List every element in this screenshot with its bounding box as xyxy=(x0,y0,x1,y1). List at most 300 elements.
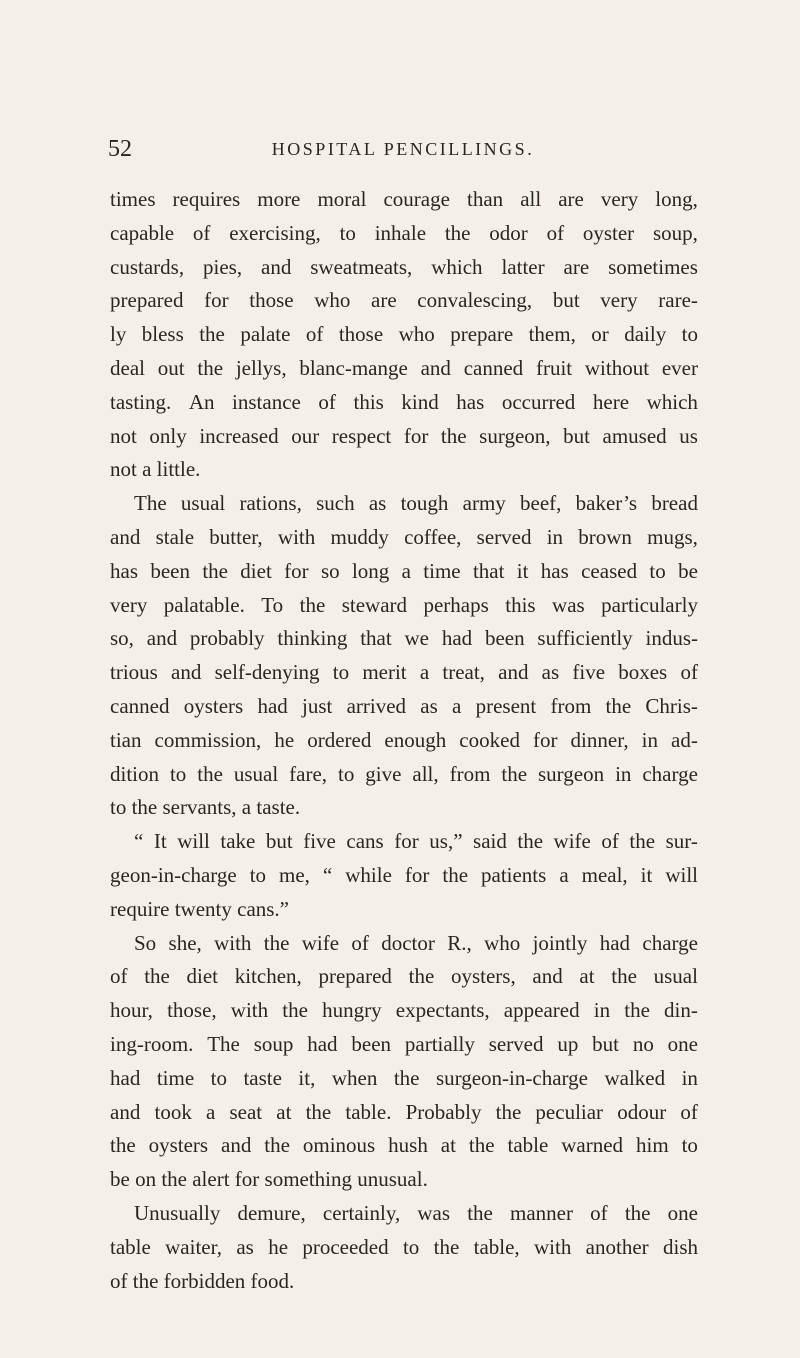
word: latter xyxy=(501,254,545,279)
word: the xyxy=(197,355,224,380)
word: it, xyxy=(298,1065,316,1090)
word: table xyxy=(507,1133,549,1158)
word: give xyxy=(365,761,402,786)
word: bless xyxy=(141,322,184,347)
word: and xyxy=(532,964,563,989)
word: the xyxy=(444,220,471,245)
word: five xyxy=(303,829,336,854)
word: fare, xyxy=(289,761,328,786)
word: been xyxy=(150,558,190,583)
word: but xyxy=(552,288,580,313)
word: charge xyxy=(642,930,698,955)
word: the xyxy=(495,1099,522,1124)
word: ing-room. xyxy=(110,1031,194,1056)
word: been xyxy=(351,1031,392,1056)
word: from xyxy=(449,761,491,786)
word: dish xyxy=(662,1234,698,1259)
word: of xyxy=(318,389,336,414)
word: me, xyxy=(279,862,310,887)
word: expectants, xyxy=(395,998,490,1023)
word: ever xyxy=(661,355,698,380)
word: of xyxy=(192,220,211,245)
word: of xyxy=(590,1200,608,1225)
word: are xyxy=(558,187,584,211)
word: The xyxy=(134,491,167,516)
text-line xyxy=(110,1028,698,1062)
word: which xyxy=(646,389,698,414)
text-line: not a little. xyxy=(110,457,201,482)
word: very xyxy=(110,592,148,617)
word: who xyxy=(484,930,521,955)
text-line xyxy=(110,960,698,994)
page-number: 52 xyxy=(108,136,132,162)
word: up xyxy=(557,1031,579,1056)
word: had xyxy=(257,693,288,718)
word: been xyxy=(484,626,525,651)
word: to xyxy=(681,1133,698,1158)
word: very xyxy=(600,187,639,211)
word: while xyxy=(345,862,392,887)
word: for xyxy=(284,558,309,583)
word: so, xyxy=(110,626,134,651)
word: long xyxy=(351,558,390,583)
word: kind xyxy=(401,389,439,414)
word: and xyxy=(110,1099,141,1124)
word: without xyxy=(584,355,650,380)
word: the xyxy=(501,761,528,786)
word: for xyxy=(404,862,430,887)
word: steward xyxy=(341,592,408,617)
word: surgeon, xyxy=(479,423,551,448)
word: and xyxy=(498,660,529,685)
word: army xyxy=(462,491,506,516)
word: of xyxy=(680,660,698,685)
word: ordered xyxy=(307,727,372,752)
word: indus- xyxy=(645,626,698,651)
word: the xyxy=(305,1099,332,1124)
word: usual xyxy=(233,761,279,786)
word: served xyxy=(488,1031,544,1056)
text-line xyxy=(110,622,698,656)
word: to xyxy=(681,322,698,347)
word: rare- xyxy=(658,288,698,313)
word: muddy xyxy=(330,524,389,549)
word: another xyxy=(585,1234,649,1259)
word: stale xyxy=(155,524,195,549)
word: ly xyxy=(110,322,127,347)
text-line: require twenty cans.” xyxy=(110,896,290,921)
word: custards, xyxy=(110,254,185,279)
word: our xyxy=(291,423,320,448)
word: the xyxy=(197,761,223,786)
word: surgeon-in-charge xyxy=(435,1065,588,1090)
word: canned xyxy=(110,693,170,718)
word: said xyxy=(473,829,507,854)
word: the xyxy=(263,930,290,955)
word: took xyxy=(154,1099,192,1124)
word: the xyxy=(202,558,228,583)
word: tasting. xyxy=(110,389,172,414)
word: as xyxy=(420,693,438,718)
word: bread xyxy=(651,491,698,516)
word: respect xyxy=(331,423,392,448)
word: table xyxy=(110,1234,151,1259)
word: in xyxy=(615,761,632,786)
word: instance xyxy=(232,389,301,414)
word: prepare xyxy=(450,322,514,347)
word: so xyxy=(320,558,340,583)
word: waiter, xyxy=(165,1234,223,1259)
word: the xyxy=(440,423,467,448)
text-line xyxy=(110,758,698,792)
word: Chris- xyxy=(645,693,698,718)
text-line xyxy=(110,927,698,961)
word: has xyxy=(540,558,569,583)
word: patients xyxy=(481,862,547,887)
word: meal, xyxy=(581,862,628,887)
word: of xyxy=(546,220,565,245)
word: increased xyxy=(199,423,279,448)
word: diet xyxy=(240,558,272,583)
word: to xyxy=(339,220,356,245)
word: in xyxy=(641,727,658,752)
word: with xyxy=(214,930,252,955)
word: a xyxy=(559,862,569,887)
word: in xyxy=(681,1065,698,1090)
word: table. xyxy=(345,1099,392,1124)
word: the xyxy=(144,964,170,989)
text-line xyxy=(110,589,698,623)
text-line xyxy=(110,656,698,690)
word: in xyxy=(593,998,611,1023)
text-line xyxy=(110,251,698,285)
word: here xyxy=(592,389,630,414)
word: hush xyxy=(388,1133,428,1158)
word: to xyxy=(332,660,350,685)
word: probably xyxy=(189,626,265,651)
word: the xyxy=(624,1200,651,1225)
word: was xyxy=(552,592,585,617)
word: be xyxy=(678,558,698,583)
word: manner xyxy=(510,1200,574,1225)
text-line xyxy=(110,859,698,893)
word: no xyxy=(632,1031,654,1056)
word: he xyxy=(268,1234,289,1259)
word: only xyxy=(149,423,187,448)
word: a xyxy=(205,1099,216,1124)
word: those xyxy=(249,288,294,313)
word: arrived xyxy=(346,693,407,718)
word: merit xyxy=(362,660,407,685)
word: the xyxy=(629,829,656,854)
word: courage xyxy=(383,187,450,211)
word: the xyxy=(468,1133,495,1158)
word: doctor xyxy=(381,930,435,955)
word: had xyxy=(441,626,473,651)
word: those xyxy=(338,322,384,347)
word: soup xyxy=(253,1031,294,1056)
word: which xyxy=(431,254,483,279)
word: long, xyxy=(655,187,698,211)
word: brown xyxy=(578,524,632,549)
word: as xyxy=(541,660,560,685)
word: sur- xyxy=(665,829,698,854)
word: odour xyxy=(617,1099,667,1124)
word: pies, xyxy=(203,254,243,279)
text-line xyxy=(110,487,698,521)
word: convalescing, xyxy=(417,288,533,313)
word: proceeded xyxy=(302,1234,389,1259)
text-line xyxy=(110,420,698,454)
word: trious xyxy=(110,660,158,685)
text-line xyxy=(110,284,698,318)
word: capable xyxy=(110,220,175,245)
running-head: HOSPITAL PENCILLINGS. xyxy=(271,139,535,159)
word: canned xyxy=(463,355,524,380)
word: those, xyxy=(167,998,217,1023)
word: boxes xyxy=(618,660,668,685)
word: to xyxy=(249,862,267,887)
word: moral xyxy=(317,187,367,211)
word: prepared xyxy=(110,288,184,313)
word: table, xyxy=(473,1234,520,1259)
word: amused xyxy=(602,423,667,448)
word: the xyxy=(433,1234,460,1259)
text-line: of the forbidden food. xyxy=(110,1268,295,1293)
word: or xyxy=(591,322,609,347)
word: has xyxy=(110,558,138,583)
word: to xyxy=(649,558,666,583)
word: from xyxy=(550,693,592,718)
word: of xyxy=(601,829,619,854)
word: the xyxy=(299,592,326,617)
word: all, xyxy=(412,761,439,786)
word: are xyxy=(371,288,397,313)
word: soup, xyxy=(652,220,698,245)
word: to xyxy=(402,1234,420,1259)
word: we xyxy=(404,626,429,651)
word: enough xyxy=(384,727,447,752)
word: more xyxy=(257,187,301,211)
word: and xyxy=(420,355,451,380)
text-line: be on the alert for something unusual. xyxy=(110,1167,428,1192)
word: It xyxy=(153,829,167,854)
word: din- xyxy=(664,998,698,1023)
word: wife xyxy=(553,829,591,854)
word: So xyxy=(134,930,157,955)
word: that xyxy=(360,626,392,651)
word: The xyxy=(207,1031,240,1056)
word: odor xyxy=(489,220,528,245)
word: hungry xyxy=(322,998,382,1023)
text-line xyxy=(110,183,698,217)
word: times xyxy=(110,187,156,211)
text-line xyxy=(110,1129,698,1163)
word: seat xyxy=(229,1099,263,1124)
word: ceased xyxy=(581,558,638,583)
word: warned xyxy=(561,1133,624,1158)
word: jellys, xyxy=(235,355,287,380)
word: had xyxy=(307,1031,338,1056)
word: sometimes xyxy=(608,254,698,279)
word: but xyxy=(265,829,293,854)
word: one xyxy=(667,1200,698,1225)
word: of xyxy=(680,1099,698,1124)
word: wife xyxy=(301,930,340,955)
word: rations, xyxy=(239,491,302,516)
word: for xyxy=(204,288,229,313)
word: dinner, xyxy=(570,727,629,752)
word: the xyxy=(408,964,435,989)
word: and xyxy=(221,1133,252,1158)
word: blanc-mange xyxy=(299,355,408,380)
text-line xyxy=(110,825,698,859)
text-line xyxy=(110,318,698,352)
word: when xyxy=(331,1065,378,1090)
word: but xyxy=(563,423,590,448)
word: with xyxy=(534,1234,572,1259)
word: the xyxy=(393,1065,420,1090)
word: taste xyxy=(243,1065,282,1090)
word: at xyxy=(276,1099,292,1124)
word: us xyxy=(679,423,698,448)
word: jointly xyxy=(532,930,588,955)
word: diet xyxy=(186,964,219,989)
text-line xyxy=(110,1096,698,1130)
word: the xyxy=(264,1133,290,1158)
word: of xyxy=(351,930,369,955)
word: such xyxy=(316,491,355,516)
word: geon-in-charge xyxy=(110,862,237,887)
word: peculiar xyxy=(535,1099,604,1124)
word: a xyxy=(452,693,462,718)
word: mugs, xyxy=(647,524,698,549)
word: thinking xyxy=(277,626,348,651)
word: butter, xyxy=(209,524,263,549)
text-line xyxy=(110,386,698,420)
word: inhale xyxy=(374,220,427,245)
word: the xyxy=(199,322,225,347)
word: as xyxy=(236,1234,254,1259)
word: a xyxy=(401,558,411,583)
text-line xyxy=(110,1231,698,1265)
word: fruit xyxy=(535,355,573,380)
word: particularly xyxy=(601,592,698,617)
word: us,” xyxy=(429,829,463,854)
word: for xyxy=(394,829,419,854)
word: this xyxy=(353,389,384,414)
word: oysters, xyxy=(450,964,516,989)
body-text xyxy=(110,183,698,1298)
word: prepared xyxy=(318,964,392,989)
word: all xyxy=(520,187,542,211)
word: the xyxy=(611,964,637,989)
text-line: to the servants, a taste. xyxy=(110,795,301,820)
word: five xyxy=(572,660,606,685)
word: and xyxy=(171,660,202,685)
word: time xyxy=(156,1065,195,1090)
word: of xyxy=(110,964,128,989)
word: kitchen, xyxy=(234,964,302,989)
word: oysters xyxy=(183,693,244,718)
word: charge xyxy=(642,761,698,786)
text-line xyxy=(110,352,698,386)
word: them, xyxy=(528,322,576,347)
word: to xyxy=(169,761,187,786)
word: than xyxy=(466,187,504,211)
word: of xyxy=(305,322,324,347)
page-header xyxy=(108,134,698,164)
word: hour, xyxy=(110,998,153,1023)
word: to xyxy=(338,761,355,786)
word: perhaps xyxy=(423,592,489,617)
word: tough xyxy=(400,491,449,516)
word: “ xyxy=(322,862,333,887)
word: not xyxy=(110,423,137,448)
word: had xyxy=(110,1065,141,1090)
word: sufficiently xyxy=(537,626,633,651)
word: as xyxy=(368,491,387,516)
word: at xyxy=(440,1133,456,1158)
word: tian xyxy=(110,727,142,752)
word: a xyxy=(419,660,430,685)
word: it xyxy=(516,558,529,583)
word: ad- xyxy=(671,727,698,752)
word: take xyxy=(220,829,256,854)
word: appeared xyxy=(503,998,580,1023)
text-line xyxy=(110,690,698,724)
word: treat, xyxy=(442,660,485,685)
word: coffee, xyxy=(404,524,462,549)
word: was xyxy=(417,1200,451,1225)
word: he xyxy=(274,727,295,752)
word: R., xyxy=(447,930,472,955)
text-line xyxy=(110,555,698,589)
word: surgeon xyxy=(538,761,605,786)
word: daily xyxy=(624,322,667,347)
word: baker’s xyxy=(575,491,638,516)
text-line xyxy=(110,217,698,251)
word: oysters xyxy=(148,1133,209,1158)
word: who xyxy=(314,288,351,313)
word: partially xyxy=(404,1031,475,1056)
word: will xyxy=(665,862,698,887)
word: time xyxy=(423,558,461,583)
text-line xyxy=(110,521,698,555)
word: in xyxy=(546,524,564,549)
word: self-denying xyxy=(214,660,320,685)
word: with xyxy=(230,998,269,1023)
word: who xyxy=(398,322,435,347)
word: served xyxy=(476,524,532,549)
word: she, xyxy=(168,930,202,955)
text-line xyxy=(110,724,698,758)
word: it xyxy=(640,862,653,887)
word: this xyxy=(505,592,536,617)
word: commission, xyxy=(154,727,262,752)
word: very xyxy=(600,288,638,313)
word: and xyxy=(261,254,292,279)
word: cans xyxy=(346,829,384,854)
word: him xyxy=(635,1133,669,1158)
word: the xyxy=(624,998,650,1023)
word: has xyxy=(456,389,485,414)
word: the xyxy=(442,862,469,887)
word: out xyxy=(157,355,185,380)
word: requires xyxy=(172,187,241,211)
word: sweatmeats, xyxy=(310,254,413,279)
word: had xyxy=(599,930,631,955)
